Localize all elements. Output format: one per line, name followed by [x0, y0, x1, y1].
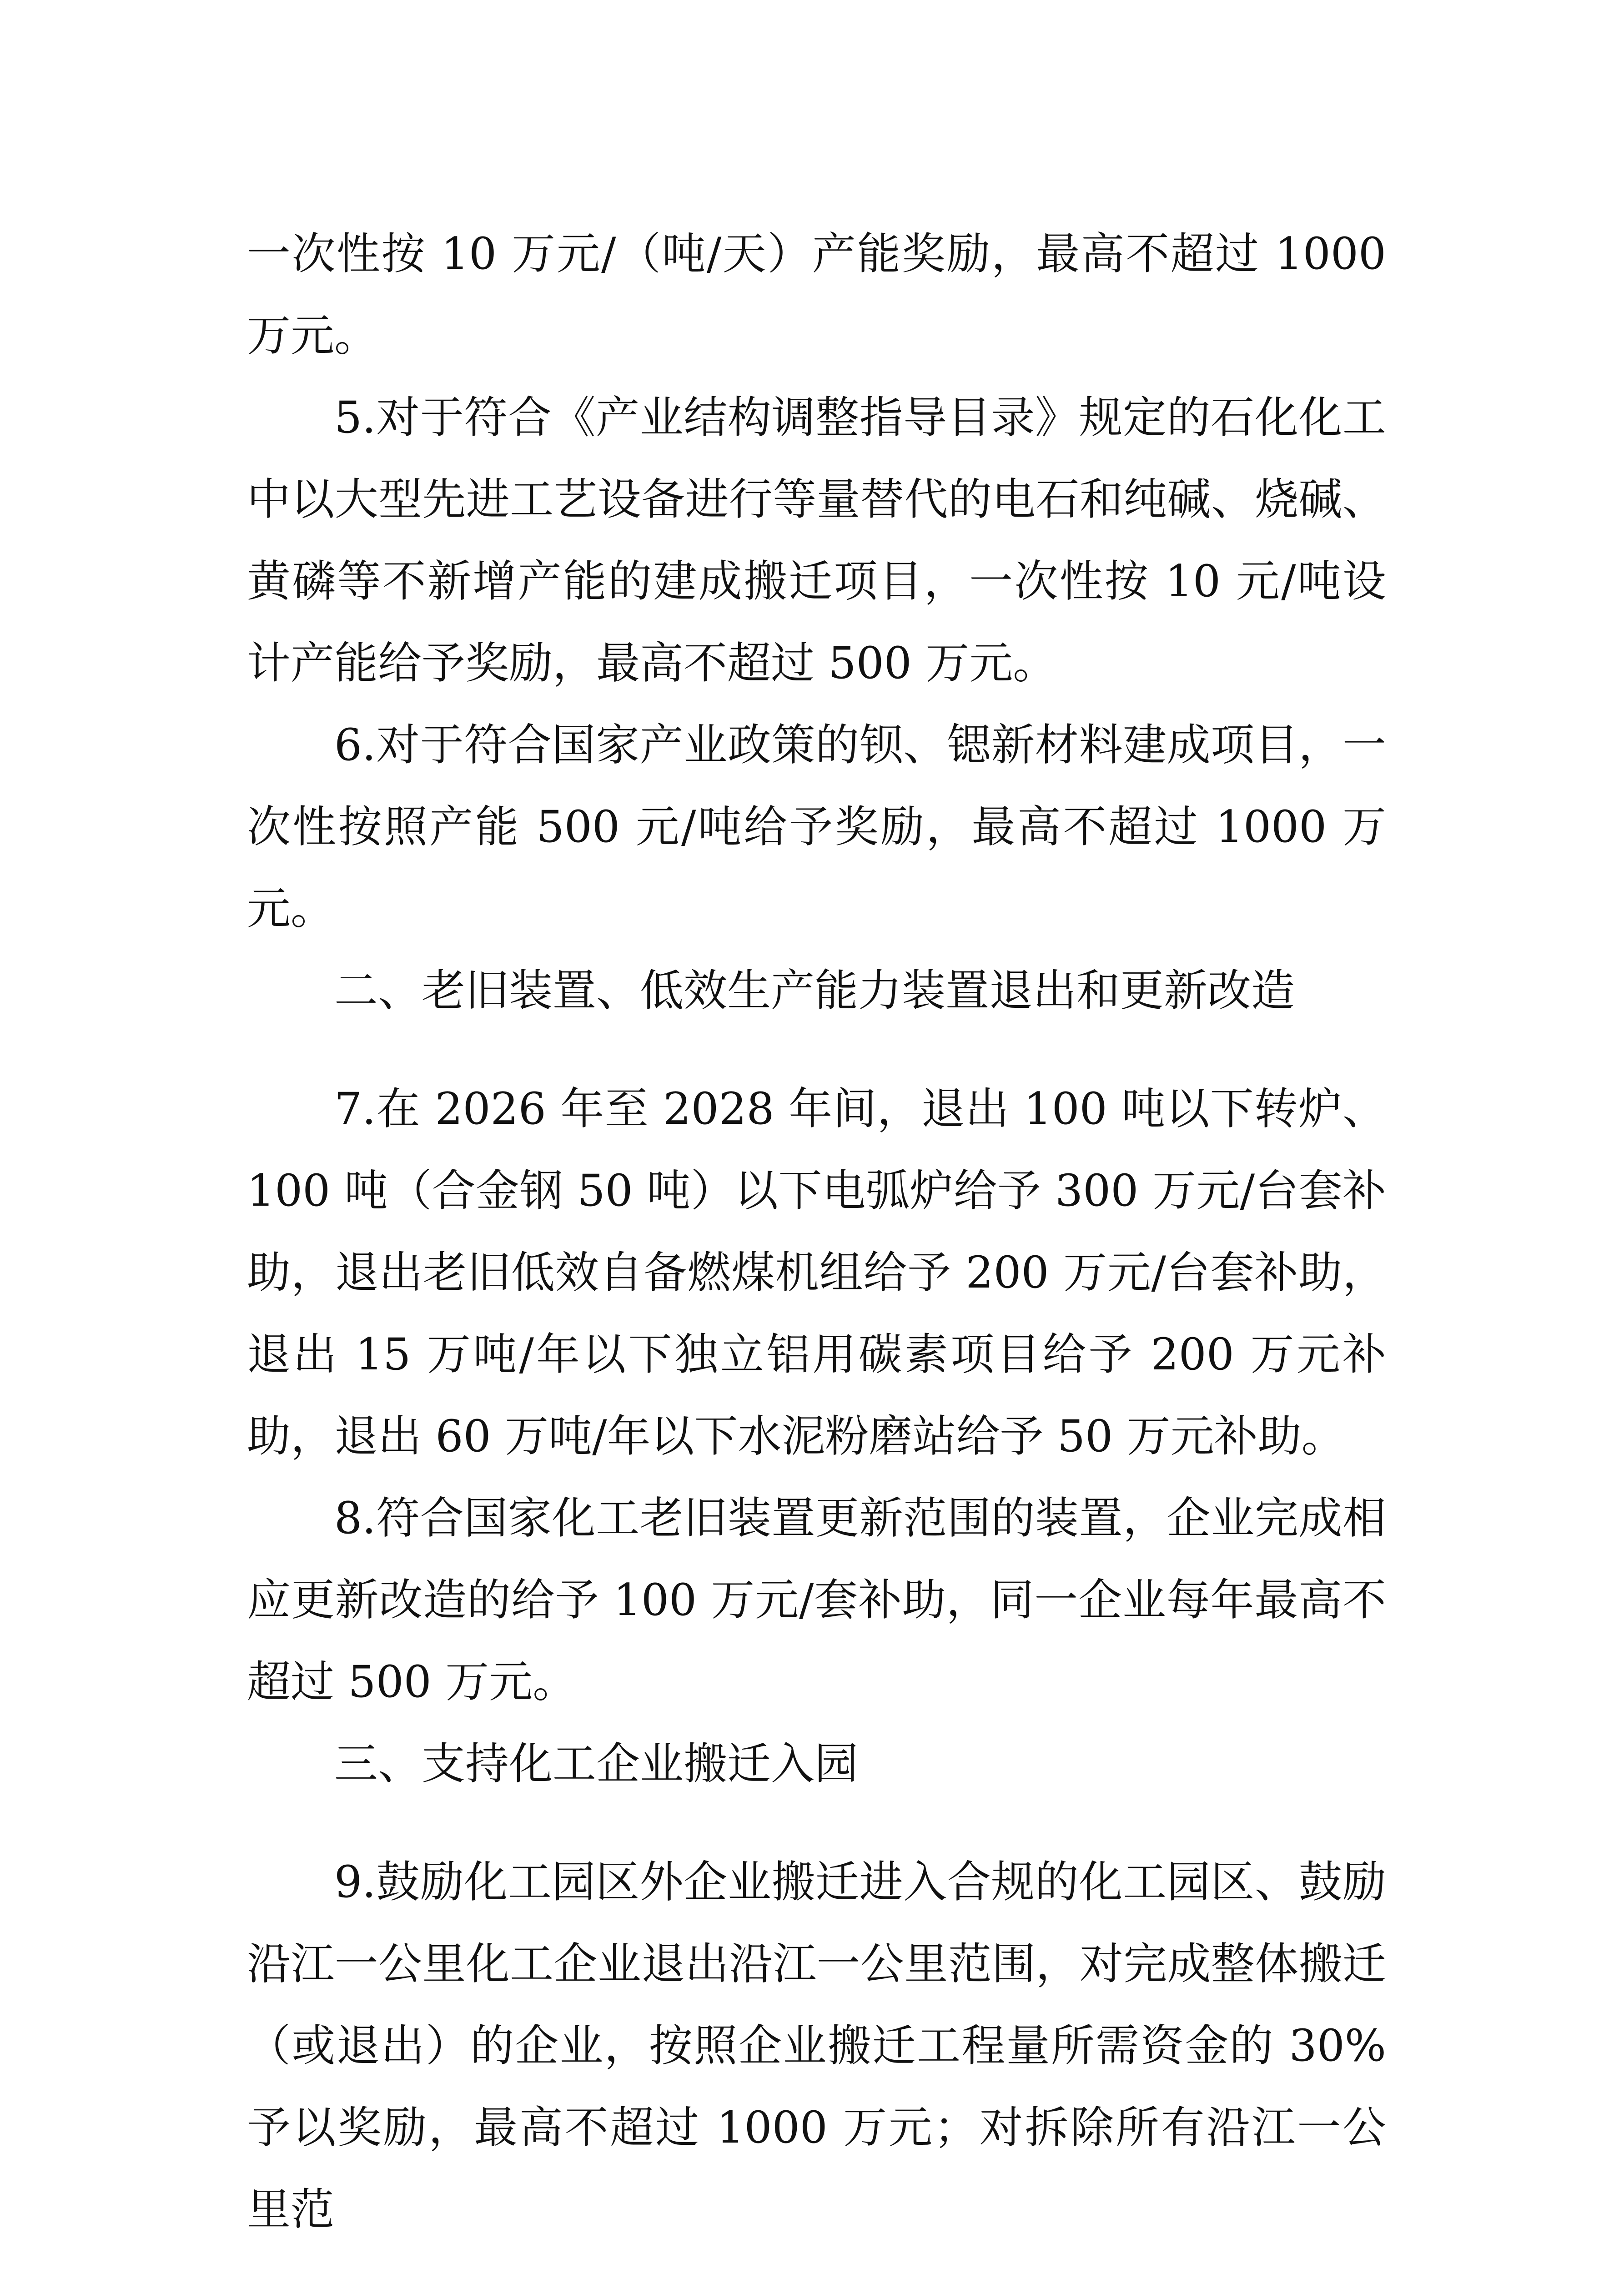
document-body — [247, 213, 1386, 2250]
paragraph-5: 5.对于符合《产业结构调整指导目录》规定的石化化工中以大型先进工艺设备进行等量替代的电石和纯碱、烧碱、黄磷等不新增产能的建成搬迁项目，一次性按 10 元/吨设计产能给予奖励，最高不超过 500 万元。 — [247, 392, 1386, 689]
paragraph-7: 7.在 2026 年至 2028 年间，退出 100 吨以下转炉、100 吨（合金钢 50 吨）以下电弧炉给予 300 万元/台套补助，退出老旧低效自备燃煤机组给予 200 万元/台套补助，退出 15 万吨/年以下独立铝用碳素项目给予 200 万元补助，退出 60 万吨/年以下水泥粉磨站给予 50 万元补助。 — [247, 1083, 1386, 1462]
paragraph-9: 9.鼓励化工园区外企业搬迁进入合规的化工园区、鼓励沿江一公里化工企业退出沿江一公里范围，对完成整体搬迁（或退出）的企业，按照企业搬迁工程量所需资金的 30%予以奖励，最高不超过 1000 万元；对拆除所有沿江一公里范 — [247, 1856, 1386, 2235]
section-heading-3: 三、支持化工企业搬迁入园 — [334, 1738, 858, 1789]
paragraph-4-continuation: 一次性按 10 万元/（吨/天）产能奖励，最高不超过 1000 万元。 — [247, 228, 1386, 361]
paragraph-8: 8.符合国家化工老旧装置更新范围的装置，企业完成相应更新改造的给予 100 万元/套补助，同一企业每年最高不超过 500 万元。 — [247, 1493, 1386, 1707]
section-heading-2: 二、老旧装置、低效生产能力装置退出和更新改造 — [334, 965, 1295, 1016]
paragraph-6: 6.对于符合国家产业政策的钡、锶新材料建成项目，一次性按照产能 500 元/吨给予奖励，最高不超过 1000 万元。 — [247, 719, 1386, 934]
